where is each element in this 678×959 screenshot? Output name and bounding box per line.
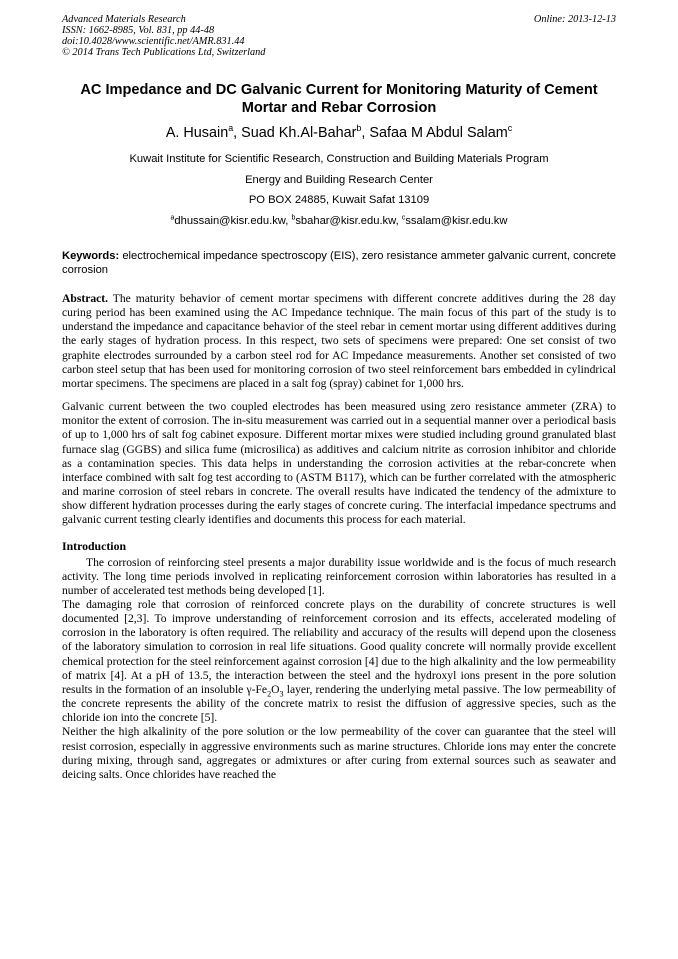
abstract-paragraph: Galvanic current between the two coupled electrodes has been measured using zero resistance ammeter (ZRA) to monitor the extent of corrosion. The in-situ measurement was carried out in a sequential manner over a periodical basis of up to 1,000 hrs of salt fog cabinet exposure. Different mortar mixes were studied including ground granulated blast furnace slag (GGBS) and silica fume (microsilica) as additives and calcium nitrite as corrosion inhibitor and chloride as a contamination species. This data helps in understanding the corrosion activities at the rebar-concrete when interface combined with salt fog test according to (ASTM B117), which can be further correlated with the atmospheric and marine corrosion of steel rebars in concrete. The overall results have indicated the tendency of the admixture to show different hydration processes during the early stages of concrete curing. The interfacial impedance spectrums and galvanic current testing clearly identifies and documents this process for each material. [62,400,616,527]
body-paragraph: The damaging role that corrosion of reinforced concrete plays on the durability of concrete structures is well documented [2,3]. To improve understanding of reinforcement corrosion and its effects, accelerated modeling of corrosion in the laboratory is often required. The reliability and accuracy of the results will depend upon the closeness of the laboratory simulation to corrosion in real life situations. Good quality concrete will normally provide excellent chemical protection for the steel reinforcement against corrosion [4] due to the high alkalinity and the low permeability of matrix [4]. At a pH of 13.5, the interaction between the steel and the hydroxyl ions present in the pore solution results in the formation of an insoluble $\gamma-Fe_2O_3$ layer, rendering the underlying metal passive. The low permeability of the concrete represents the ability of the concrete matrix to resist the diffusion of aggressive species, such as the chloride ion into the concrete [5]. [62,597,617,725]
affiliation-address: PO BOX 24885, Kuwait Safat 13109 [248,194,430,206]
paper-body [62,292,616,782]
affiliation [62,149,616,231]
affiliation-institute: Kuwait Institute for Scientific Research, Construction and Building Materials Program [129,153,549,165]
abstract-label: Abstract. [62,292,109,305]
body-paragraph: Neither the high alkalinity of the pore solution or the low permeability of the cover can guarantee that the steel will resist corrosion, especially in aggressive environments such as marine structures. Chloride ions may enter the concrete during mixing, through sand, aggregates or admixtures or after curing from external sources such as seawater and deicing salts. Once chlorides have reached the [62,725,616,781]
keywords-label: Keywords: [62,250,120,262]
author-affil-mark: c [507,123,513,134]
body-paragraph: The corrosion of reinforcing steel presents a major durability issue worldwide and is the focus of much research activity. The long time periods involved in replicating reinforcement corrosion within laboratories has resulted in a number of accelerated test methods being developed [1]. [62,555,616,597]
email-link[interactable]: sbahar@kisr.edu.kw [295,214,396,227]
author-affil-mark: a [228,123,234,134]
journal-doi: doi:10.4028/www.scientific.net/AMR.831.44 [62,36,245,47]
journal-name: Advanced Materials Research [62,14,186,25]
abstract-paragraph: Abstract. The maturity behavior of cement mortar specimens with different concrete additives during the 28 day curing period has been examined using the AC Impedance technique. The main focus of this part of the study is to understand the impedance and capacitance behavior of the steel rebar in cement mortar using different additives during the early stages of hydration process. In this respect, two sets of specimens were prepared: One set consist of two graphite electrodes surrounded by a carbon steel rod for AC Impedance measurements. Another set consisted of two carbon steel setup that has been used for monitoring corrosion of two steel reinforcement bars embedded in cylindrical mortar specimens. The specimens are placed in a salt fog (spray) cabinet for 1,000 hrs. [62,292,616,390]
journal-copyright: © 2014 Trans Tech Publications Ltd, Switzerland [62,47,266,58]
author-affil-mark: b [356,123,362,134]
paper-title: AC Impedance and DC Galvanic Current for Monitoring Maturity of Cement Mortar and Rebar Corrosion [80,82,598,116]
online-date: Online: 2013-12-13 [533,14,616,25]
keywords-text: electrochemical impedance spectroscopy (EIS), zero resistance ammeter galvanic current, concrete corrosion [62,250,617,276]
keywords [62,250,616,277]
affiliation-center: Energy and Building Research Center [245,173,433,186]
journal-issn: ISSN: 1662-8985, Vol. 831, pp 44-48 [62,25,215,36]
author-name: A. Husain [165,125,229,141]
author-name: Safaa M Abdul Salam [369,125,508,141]
email-link[interactable]: dhussain@kisr.edu.kw [174,214,286,227]
author-list: A. Husain$^a$, Suad Kh.Al-Bahar$^b$, Safaa M Abdul Salam$^c$ [165,123,513,141]
section-heading-introduction: Introduction [62,538,127,553]
email-link[interactable]: ssalam@kisr.edu.kw [405,214,508,227]
author-name: Suad Kh.Al-Bahar [241,125,357,141]
journal-header [62,14,616,58]
author-emails: $^a$dhussain@kisr.edu.kw, $^b$sbahar@kisr.edu.kw, $^c$ssalam@kisr.edu.kw [170,213,508,227]
